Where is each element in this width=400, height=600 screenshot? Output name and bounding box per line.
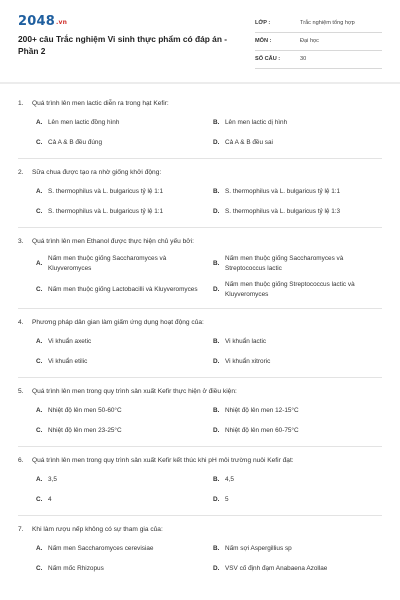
option-d[interactable] <box>213 205 382 219</box>
question-text: Phương pháp dân gian làm giấm ứng dụng hoạt động của: <box>32 319 204 326</box>
option-text: Nấm sợi Aspergillius sp <box>225 545 292 552</box>
option-text: Vi khuẩn etilic <box>48 358 88 365</box>
logo-text: 2048 <box>18 14 55 29</box>
option-key: B. <box>213 338 220 345</box>
option-key: D. <box>213 565 220 572</box>
option-key: D. <box>213 358 220 365</box>
logo-suffix: .vn <box>55 19 68 26</box>
option-text: Vi khuẩn lactic <box>225 338 267 345</box>
option-text: 4 <box>48 496 52 503</box>
option-a[interactable] <box>36 542 205 556</box>
option-c[interactable] <box>36 562 205 576</box>
question-1 <box>18 90 382 159</box>
option-text: Nấm mốc Rhizopus <box>48 565 104 572</box>
option-key: A. <box>36 188 43 195</box>
option-a[interactable] <box>36 473 205 487</box>
meta-value: Đại học <box>300 38 319 44</box>
option-a[interactable] <box>36 335 205 349</box>
option-key: D. <box>213 208 220 215</box>
option-d[interactable] <box>213 424 382 438</box>
option-key: C. <box>36 565 43 572</box>
option-a[interactable] <box>36 116 205 130</box>
option-d[interactable] <box>213 136 382 150</box>
meta-value: 30 <box>300 56 307 62</box>
option-text: Nhiệt độ lên men 12-15°C <box>225 407 299 414</box>
option-text: Nấm men thuộc giống Streptococcus lactic và Kluyveromyces <box>225 281 355 298</box>
option-key: C. <box>36 286 43 293</box>
question-text: Quá trình lên men Ethanol được thực hiện chủ yếu bởi: <box>32 238 194 245</box>
question-number: 2. <box>18 169 24 176</box>
question-text: Quá trình lên men lactic diễn ra trong hạt Kefir: <box>32 100 169 107</box>
option-text: Cả A & B đều sai <box>225 139 273 146</box>
option-a[interactable] <box>36 185 205 199</box>
option-key: D. <box>213 286 220 293</box>
option-c[interactable] <box>36 205 205 219</box>
option-key: D. <box>213 139 220 146</box>
option-b[interactable] <box>213 185 382 199</box>
option-c[interactable] <box>36 280 205 300</box>
option-b[interactable] <box>213 335 382 349</box>
option-text: 5 <box>225 496 229 503</box>
meta-row-class <box>255 15 382 33</box>
option-key: B. <box>213 476 220 483</box>
question-number: 5. <box>18 388 24 395</box>
option-text: Nhiệt độ lên men 23-25°C <box>48 427 122 434</box>
option-text: Nấm men thuộc giống Saccharomyces và Kluyveromyces <box>48 255 167 272</box>
option-key: C. <box>36 496 43 503</box>
option-text: S. thermophilus và L. bulgaricus tỷ lệ 1:1 <box>225 188 341 195</box>
option-b[interactable] <box>213 404 382 418</box>
option-b[interactable] <box>213 116 382 130</box>
question-text: Quá trình lên men trong quy trình sản xuất Kefir kết thúc khi pH môi trường nuôi Kefir đạt: <box>32 457 294 464</box>
meta-label: LỚP : <box>255 20 271 26</box>
option-text: Nấm men Saccharomyces cerevisiae <box>48 545 154 552</box>
option-text: S. thermophilus và L. bulgaricus tỷ lệ 1:3 <box>225 208 341 215</box>
option-key: B. <box>213 119 220 126</box>
option-d[interactable] <box>213 355 382 369</box>
question-number: 7. <box>18 526 24 533</box>
question-7 <box>18 516 382 584</box>
question-number: 4. <box>18 319 24 326</box>
question-list <box>18 90 382 584</box>
question-2 <box>18 159 382 228</box>
option-c[interactable] <box>36 424 205 438</box>
meta-table <box>255 15 382 69</box>
meta-value: Trắc nghiệm tổng hợp <box>300 20 355 26</box>
option-d[interactable] <box>213 493 382 507</box>
option-text: Nấm men thuộc giống Lactobacilli và Kluyveromyces <box>48 286 198 293</box>
option-key: A. <box>36 338 43 345</box>
option-key: C. <box>36 427 43 434</box>
option-text: 4,5 <box>225 476 234 483</box>
option-b[interactable] <box>213 254 382 274</box>
option-text: Nhiệt độ lên men 60-75°C <box>225 427 299 434</box>
question-number: 1. <box>18 100 24 107</box>
option-c[interactable] <box>36 136 205 150</box>
option-text: Lên men lactic đồng hình <box>48 119 120 126</box>
option-c[interactable] <box>36 355 205 369</box>
option-key: C. <box>36 208 43 215</box>
option-key: B. <box>213 188 220 195</box>
document-title: 200+ câu Trắc nghiệm Vi sinh thực phẩm có đáp án - Phần 2 <box>18 34 228 56</box>
option-text: VSV cố định đạm Anabaena Azollae <box>225 565 328 572</box>
page-header <box>18 14 382 74</box>
option-text: Vi khuẩn axetic <box>48 338 92 345</box>
option-key: C. <box>36 358 43 365</box>
meta-row-count <box>255 51 382 69</box>
option-text: S. thermophilus và L. bulgaricus tỷ lệ 1:1 <box>48 208 164 215</box>
option-text: 3,5 <box>48 476 57 483</box>
option-d[interactable] <box>213 562 382 576</box>
site-logo[interactable] <box>18 14 67 29</box>
option-key: D. <box>213 496 220 503</box>
option-d[interactable] <box>213 280 382 300</box>
question-number: 3. <box>18 238 24 245</box>
option-key: B. <box>213 545 220 552</box>
option-key: D. <box>213 427 220 434</box>
question-5 <box>18 378 382 447</box>
option-key: C. <box>36 139 43 146</box>
option-b[interactable] <box>213 542 382 556</box>
meta-row-subject <box>255 33 382 51</box>
question-3 <box>18 228 382 309</box>
option-text: Cả A & B đều đúng <box>48 139 103 146</box>
option-c[interactable] <box>36 493 205 507</box>
option-key: A. <box>36 260 43 267</box>
option-key: A. <box>36 545 43 552</box>
question-text: Sữa chua được tạo ra nhờ giống khởi động: <box>32 169 162 176</box>
option-a[interactable] <box>36 254 205 274</box>
option-text: Lên men lactic dị hình <box>225 119 288 126</box>
question-6 <box>18 447 382 516</box>
option-key: A. <box>36 119 43 126</box>
option-key: A. <box>36 476 43 483</box>
meta-label: SỐ CÂU : <box>255 56 281 62</box>
option-key: B. <box>213 260 220 267</box>
option-b[interactable] <box>213 473 382 487</box>
option-text: S. thermophilus và L. bulgaricus tỷ lệ 1:1 <box>48 188 164 195</box>
option-text: Nhiệt độ lên men 50-60°C <box>48 407 122 414</box>
meta-label: MÔN : <box>255 38 272 44</box>
question-4 <box>18 309 382 378</box>
question-text: Khi làm rượu nếp không có sự tham gia của: <box>32 526 163 533</box>
question-number: 6. <box>18 457 24 464</box>
option-text: Vi khuẩn xitroric <box>225 358 271 365</box>
header-divider <box>0 82 400 84</box>
option-key: B. <box>213 407 220 414</box>
question-text: Quá trình lên men trong quy trình sản xuất Kefir thực hiện ở điều kiện: <box>32 388 237 395</box>
option-key: A. <box>36 407 43 414</box>
option-text: Nấm men thuộc giống Saccharomyces và Streptococcus lactic <box>225 255 344 272</box>
option-a[interactable] <box>36 404 205 418</box>
